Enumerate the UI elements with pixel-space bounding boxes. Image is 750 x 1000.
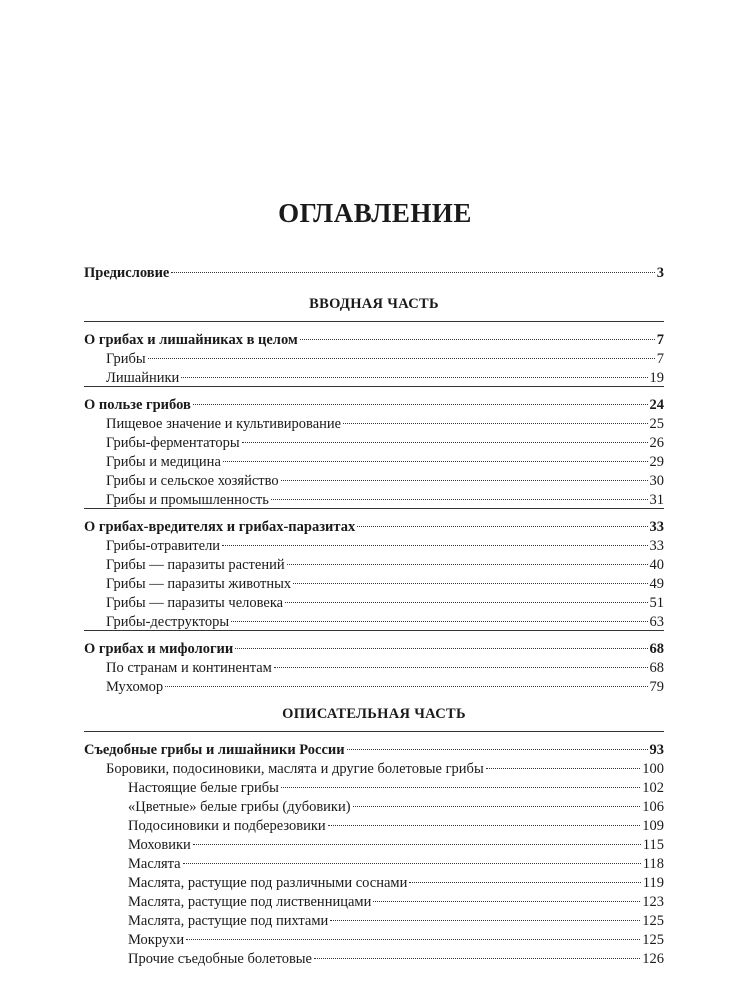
- dot-leader: [343, 409, 647, 428]
- toc-entry-label: Грибы-деструкторы: [106, 614, 230, 630]
- toc-entry-label: Грибы и сельское хозяйство: [106, 473, 279, 489]
- toc-item[interactable]: [84, 344, 664, 367]
- dot-leader: [328, 811, 641, 830]
- toc-entry-page: 68: [649, 641, 664, 657]
- toc-entry-label: Маслята, растущие под пихтами: [128, 913, 329, 929]
- toc-entry-page: 100: [642, 761, 664, 777]
- dot-leader: [330, 906, 640, 925]
- toc-entry-label: Грибы — паразиты человека: [106, 595, 284, 611]
- dot-leader: [314, 944, 640, 963]
- toc-entry-label: О грибах-вредителях и грибах-паразитах: [84, 519, 356, 535]
- toc-chapter[interactable]: [84, 512, 664, 535]
- dot-leader: [231, 607, 647, 626]
- dot-leader: [242, 428, 648, 447]
- toc-entry-label: Маслята, растущие под различными соснами: [128, 875, 408, 891]
- toc-entry-page: 126: [642, 951, 664, 967]
- toc-entry-page: 33: [649, 538, 664, 554]
- toc-entry-label: Маслята, растущие под лиственницами: [128, 894, 372, 910]
- toc-item[interactable]: [84, 363, 664, 386]
- dot-leader: [281, 466, 648, 485]
- toc-entry-page: 30: [649, 473, 664, 489]
- toc-chapter-group: [84, 321, 664, 386]
- toc-entry-page: 29: [649, 454, 664, 470]
- toc-entry-page: 106: [642, 799, 664, 815]
- dot-leader: [271, 485, 648, 504]
- toc-entry-page: 109: [642, 818, 664, 834]
- toc-entry-label: О грибах и лишайниках в целом: [84, 332, 298, 348]
- toc-chapter[interactable]: [84, 735, 664, 758]
- toc-entry-label: Лишайники: [106, 370, 180, 386]
- toc-entry-page: 93: [649, 742, 664, 758]
- toc-entry-label: Грибы: [106, 351, 146, 367]
- dot-leader: [165, 672, 647, 691]
- dot-leader: [409, 868, 640, 887]
- toc-chapter[interactable]: [84, 325, 664, 348]
- toc-entry-label: Маслята: [128, 856, 181, 872]
- toc-entry-label: О пользе грибов: [84, 397, 191, 413]
- toc-chapter[interactable]: [84, 634, 664, 657]
- toc-entry-label: Съедобные грибы и лишайники России: [84, 742, 345, 758]
- dot-leader: [347, 735, 648, 754]
- dot-leader: [223, 447, 648, 466]
- toc-entry-label: Прочие съедобные болетовые: [128, 951, 312, 967]
- toc-entry-page: 26: [649, 435, 664, 451]
- dot-leader: [285, 588, 647, 607]
- toc-entry-page: 7: [656, 332, 664, 348]
- toc-chapter[interactable]: [84, 390, 664, 413]
- toc-entry-label: Грибы — паразиты животных: [106, 576, 292, 592]
- dot-leader: [193, 830, 641, 849]
- toc-entry-page: 24: [649, 397, 664, 413]
- toc-entry-page: 102: [642, 780, 664, 796]
- dot-leader: [300, 325, 655, 344]
- toc-entry-label: Грибы-ферментаторы: [106, 435, 240, 451]
- toc-chapter-group: [84, 386, 664, 508]
- dot-leader: [281, 773, 640, 792]
- toc-chapter-group: [84, 630, 664, 695]
- toc-entry-page: 123: [642, 894, 664, 910]
- dot-leader: [357, 512, 647, 531]
- toc-entry-label: Грибы — паразиты растений: [106, 557, 285, 573]
- toc-entry-page: 7: [656, 351, 664, 367]
- toc-entry-page: 31: [649, 492, 664, 508]
- toc-chapter-group: [84, 731, 664, 967]
- section-heading-intro: ВВОДНАЯ ЧАСТЬ: [309, 296, 439, 312]
- toc-entry-label: Мокрухи: [128, 932, 185, 948]
- dot-leader: [353, 792, 641, 811]
- toc-entry-label: Пищевое значение и культивирование: [106, 416, 342, 432]
- dot-leader: [183, 849, 641, 868]
- toc-entry-page: 40: [649, 557, 664, 573]
- dot-leader: [171, 258, 654, 277]
- toc-entry-label: Мухомор: [106, 679, 164, 695]
- toc-entry-page: 49: [649, 576, 664, 592]
- toc-entry-label: Подосиновики и подберезовики: [128, 818, 326, 834]
- dot-leader: [274, 653, 648, 672]
- toc-entry-page: 3: [656, 265, 664, 281]
- toc-chapter-group: [84, 508, 664, 630]
- toc-entry-page: 25: [649, 416, 664, 432]
- toc-entry-page: 68: [649, 660, 664, 676]
- toc-entry-page: 125: [642, 913, 664, 929]
- toc-entry-page: 79: [649, 679, 664, 695]
- toc-entry-label: По странам и континентам: [106, 660, 272, 676]
- toc-entry-page: 19: [649, 370, 664, 386]
- toc-entry-preface[interactable]: [84, 258, 664, 281]
- dot-leader: [373, 887, 640, 906]
- dot-leader: [293, 569, 647, 588]
- toc-entry-page: 51: [649, 595, 664, 611]
- toc-entry-label: Боровики, подосиновики, маслята и другие болетовые грибы: [106, 761, 484, 777]
- toc-entry-label: Грибы и медицина: [106, 454, 221, 470]
- toc-entry-label: «Цветные» белые грибы (дубовики): [128, 799, 351, 815]
- dot-leader: [222, 531, 647, 550]
- toc-entry-page: 33: [649, 519, 664, 535]
- toc-entry-label: Моховики: [128, 837, 191, 853]
- dot-leader: [287, 550, 648, 569]
- toc-entry-label: Предисловие: [84, 265, 170, 281]
- toc-entry-page: 63: [649, 614, 664, 630]
- toc-entry-label: Настоящие белые грибы: [128, 780, 279, 796]
- toc-entry-page: 118: [642, 856, 664, 872]
- dot-leader: [193, 390, 648, 409]
- toc-entry-page: 125: [642, 932, 664, 948]
- dot-leader: [181, 363, 647, 382]
- dot-leader: [235, 634, 647, 653]
- toc-entry-label: Грибы-отравители: [106, 538, 221, 554]
- dot-leader: [148, 344, 655, 363]
- toc-entry-page: 119: [642, 875, 664, 891]
- toc-entry-page: 115: [642, 837, 664, 853]
- section-heading-descriptive: ОПИСАТЕЛЬНАЯ ЧАСТЬ: [282, 706, 466, 722]
- table-of-contents: [84, 258, 664, 967]
- toc-entry-label: Грибы и промышленность: [106, 492, 269, 508]
- dot-leader: [486, 754, 641, 773]
- dot-leader: [186, 925, 640, 944]
- page-title: ОГЛАВЛЕНИЕ: [278, 198, 472, 228]
- toc-entry-label: О грибах и мифологии: [84, 641, 234, 657]
- toc-item[interactable]: [84, 672, 664, 695]
